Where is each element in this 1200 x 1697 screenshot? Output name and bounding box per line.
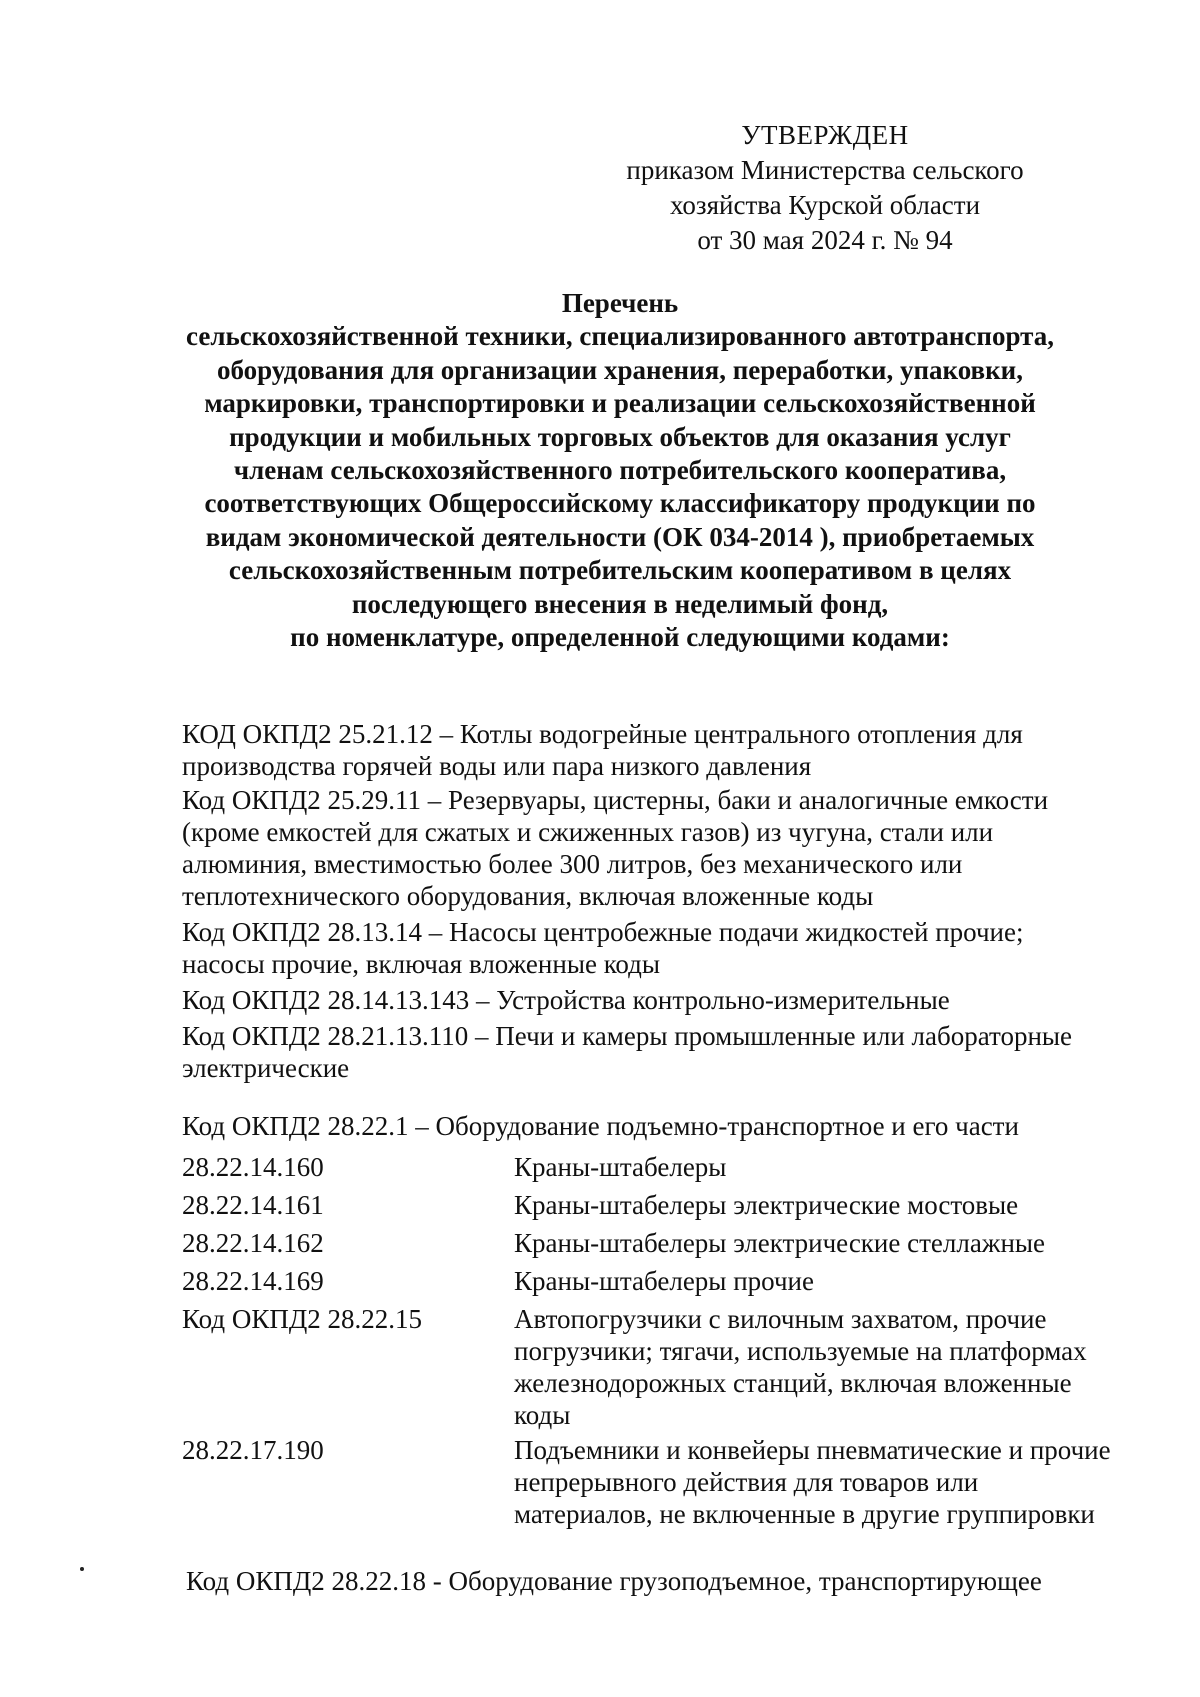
heading-line: последующего внесения в неделимый фонд, [351, 588, 889, 619]
approval-title: УТВЕРЖДЕН [741, 120, 909, 150]
heading-line: видам экономической деятельности (ОК 034-2014 ), приобретаемых [205, 521, 1035, 552]
heading-line: продукции и мобильных торговых объектов для оказания услуг [229, 421, 1011, 452]
approval-line-3: от 30 мая 2024 г. № 94 [697, 225, 953, 255]
row-description: Краны-штабелеры прочие [514, 1266, 814, 1296]
document-heading [160, 287, 1080, 654]
row-code: Код ОКПД2 28.22.15 [182, 1304, 423, 1334]
code-entry: КОД ОКПД2 25.21.12 – Котлы водогрейные центрального отопления для производства горячей воды или пара низкого давления [182, 719, 1023, 781]
row-description: Подъемники и конвейеры пневматические и прочие непрерывного действия для товаров или материалов, не включенные в другие группировки [514, 1435, 1111, 1529]
row-code: 28.22.14.162 [182, 1228, 324, 1258]
code-entry: Код ОКПД2 28.13.14 – Насосы центробежные подачи жидкостей прочие; насосы прочие, включая вложенные коды [182, 917, 1024, 979]
scan-speck [80, 1567, 84, 1571]
row-description: Краны-штабелеры [514, 1152, 727, 1182]
heading-line: членам сельскохозяйственного потребительского кооператива, [233, 455, 1007, 486]
row-code: 28.22.14.161 [182, 1190, 324, 1220]
code-entry: Код ОКПД2 25.29.11 – Резервуары, цистерны, баки и аналогичные емкости (кроме емкостей для сжатых и сжиженных газов) из чугуна, стали или алюминия, вместимостью более 300 литров, без механического или теплотехнического оборудования, включая вложенные коды [182, 785, 1049, 911]
row-code: 28.22.17.190 [182, 1435, 324, 1465]
row-description: Краны-штабелеры электрические стеллажные [514, 1228, 1046, 1258]
approval-block [605, 118, 1045, 258]
heading-line: сельскохозяйственным потребительским кооперативом в целях [228, 555, 1012, 586]
code-entry: Код ОКПД2 28.14.13.143 – Устройства контрольно-измерительные [182, 985, 950, 1015]
heading-line: сельскохозяйственной техники, специализированного автотранспорта, [186, 321, 1054, 352]
row-code: 28.22.14.169 [182, 1266, 324, 1296]
code-entry: Код ОКПД2 28.21.13.110 – Печи и камеры промышленные или лабораторные электрические [182, 1021, 1073, 1083]
heading-line: по номенклатуре, определенной следующими кодами: [290, 622, 950, 653]
code-entry: Код ОКПД2 28.22.18 - Оборудование грузоподъемное, транспортирующее [186, 1566, 1042, 1596]
row-description: Автопогрузчики с вилочным захватом, прочие погрузчики; тягачи, используемые на платформах железнодорожных станций, включая вложенные коды [514, 1304, 1087, 1430]
approval-line-1: приказом Министерства сельского [626, 155, 1024, 185]
row-code: 28.22.14.160 [182, 1152, 324, 1182]
heading-line: оборудования для организации хранения, переработки, упаковки, [217, 354, 1023, 385]
row-description: Краны-штабелеры электрические мостовые [514, 1190, 1019, 1220]
code-entry: Код ОКПД2 28.22.1 – Оборудование подъемно-транспортное и его части [182, 1111, 1019, 1141]
heading-line: соответствующих Общероссийскому классификатору продукции по [204, 488, 1036, 519]
approval-line-2: хозяйства Курской области [669, 190, 981, 220]
heading-line: маркировки, транспортировки и реализации сельскохозяйственной [204, 388, 1036, 419]
heading-title: Перечень [561, 288, 679, 318]
